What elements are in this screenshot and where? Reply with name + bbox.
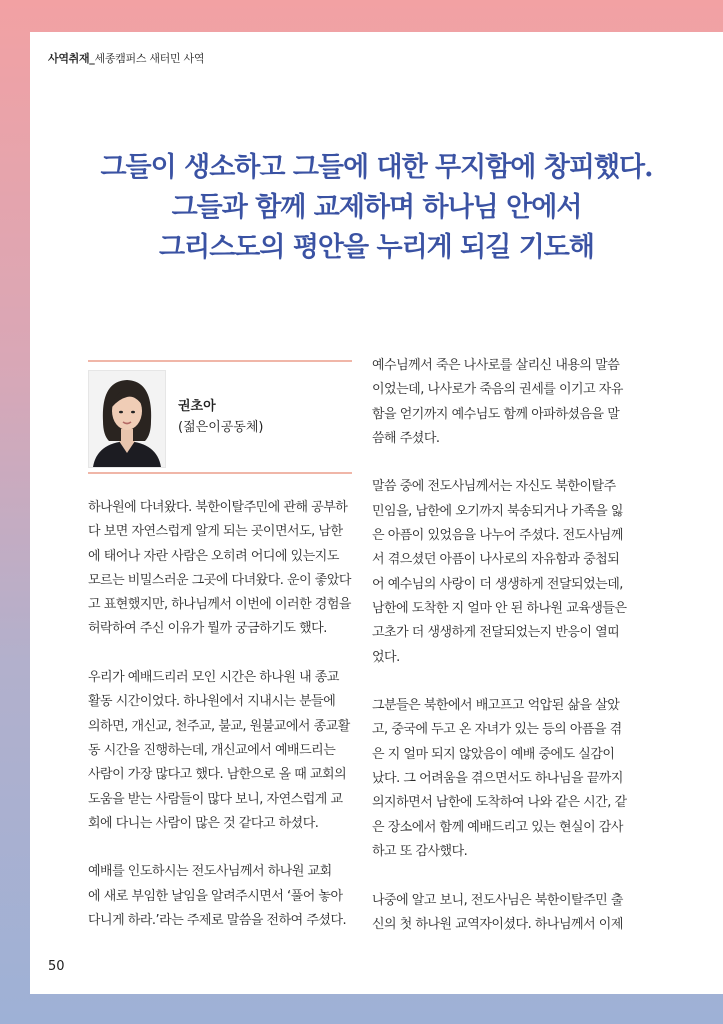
- body-column-left: [88, 496, 354, 933]
- portrait-illustration: [89, 371, 165, 467]
- article-title: [30, 148, 723, 268]
- text-line: 예수님께서 죽은 나사로를 살리신 내용의 말씀: [372, 358, 620, 373]
- text-line: 모르는 비밀스러운 그곳에 다녀왔다. 운이 좋았다: [88, 572, 351, 588]
- paragraph-gap: [372, 864, 638, 888]
- text-line: 다니게 하라.’라는 주제로 말씀을 전하여 주셨다.: [88, 913, 347, 929]
- text-line: 신의 첫 하나원 교역자이셨다. 하나님께서 이제: [372, 916, 623, 932]
- text-line: 이었는데, 나사로가 죽음의 권세를 이기고 자유: [372, 382, 623, 398]
- text-line: 어 예수님의 사랑이 더 생생하게 전달되었는데,: [372, 576, 623, 592]
- paragraph-gap: [88, 836, 354, 860]
- paragraph-gap: [372, 670, 638, 694]
- text-line: 은 아픔이 있었음을 나누어 주셨다. 전도사님께: [372, 528, 623, 544]
- text-line: 고 표현했지만, 하나님께서 이번에 이러한 경험을: [88, 597, 351, 613]
- author-top-rule: [88, 360, 352, 362]
- text-line: 에 태어나 자란 사람은 오히려 어디에 있는지도: [88, 548, 339, 564]
- text-line: 예배를 인도하시는 전도사님께서 하나원 교회: [88, 864, 332, 880]
- text-line: 말씀 중에 전도사님께서는 자신도 북한이탈주: [372, 479, 616, 495]
- text-line: 그분들은 북한에서 배고프고 억압된 삶을 살았: [372, 698, 620, 714]
- text-line: 서 겪으셨던 아픔이 나사로의 자유함과 중첩되: [372, 552, 620, 568]
- text-line: 동 시간을 진행하는데, 개신교에서 예배드리는: [88, 742, 336, 758]
- text-line: 나중에 알고 보니, 전도사님은 북한이탈주민 출: [372, 892, 623, 908]
- page-number: 50: [48, 959, 65, 974]
- text-line: 고초가 더 생생하게 전달되었는지 반응이 열띠: [372, 625, 620, 641]
- body-column-right: [372, 354, 638, 937]
- text-line: 허락하여 주신 이유가 뭘까 궁금하기도 했다.: [88, 621, 327, 637]
- text-line: 하나원에 다녀왔다. 북한이탈주민에 관해 공부하: [88, 500, 348, 515]
- text-line: 도움을 받는 사람들이 많다 보니, 자연스럽게 교: [88, 791, 343, 807]
- text-line: 은 장소에서 함께 예배드리고 있는 현실이 감사: [372, 819, 623, 835]
- page: [30, 32, 723, 994]
- author-info: [178, 396, 264, 438]
- author-name: 권초아: [178, 399, 216, 414]
- running-header: [48, 50, 204, 66]
- paragraph-gap: [88, 642, 354, 666]
- text-line: 우리가 예배드리러 모인 시간은 하나원 내 종교: [88, 670, 339, 686]
- text-line: 씀해 주셨다.: [372, 430, 440, 446]
- title-line-3: 그리스도의 평안을 누리게 되길 기도해: [159, 232, 594, 263]
- text-line: 사람이 가장 많다고 했다. 남한으로 올 때 교회의: [88, 767, 347, 783]
- text-line: 의지하면서 남한에 도착하여 나와 같은 시간, 같: [372, 795, 627, 811]
- author-bottom-rule: [88, 472, 352, 474]
- title-line-2: 그들과 함께 교제하며 하나님 안에서: [171, 192, 582, 223]
- text-line: 회에 다니는 사람이 많은 것 같다고 하셨다.: [88, 815, 319, 831]
- text-line: 하고 또 감사했다.: [372, 843, 468, 859]
- title-line-1: 그들이 생소하고 그들에 대한 무지함에 창피했다.: [100, 152, 653, 183]
- header-subtitle: 세종캠퍼스 새터민 사역: [94, 52, 205, 65]
- text-line: 의하면, 개신교, 천주교, 불교, 원불교에서 종교활: [88, 718, 350, 734]
- text-line: 났다. 그 어려움을 겪으면서도 하나님을 끝까지: [372, 771, 623, 787]
- text-line: 민임을, 남한에 오기까지 북송되거나 가족을 잃: [372, 503, 623, 519]
- text-line: 에 새로 부임한 날임을 알려주시면서 ‘풀어 놓아: [88, 888, 343, 904]
- text-line: 함을 얻기까지 예수님도 함께 아파하셨음을 말: [372, 406, 620, 422]
- text-line: 활동 시간이었다. 하나원에서 지내시는 분들에: [88, 694, 336, 710]
- text-line: 다 보면 자연스럽게 알게 되는 곳이면서도, 남한: [88, 524, 343, 540]
- text-line: 고, 중국에 두고 온 자녀가 있는 등의 아픔을 겪: [372, 722, 622, 738]
- header-section: 사역취재_: [48, 52, 95, 65]
- text-line: 남한에 도착한 지 얼마 안 된 하나원 교육생들은: [372, 600, 627, 616]
- paragraph-gap: [372, 451, 638, 475]
- text-line: 은 지 얼마 되지 않았음이 예배 중에도 실감이: [372, 746, 615, 762]
- author-affiliation: (젊은이공동체): [178, 420, 264, 435]
- author-photo: [88, 370, 166, 468]
- text-line: 었다.: [372, 649, 400, 665]
